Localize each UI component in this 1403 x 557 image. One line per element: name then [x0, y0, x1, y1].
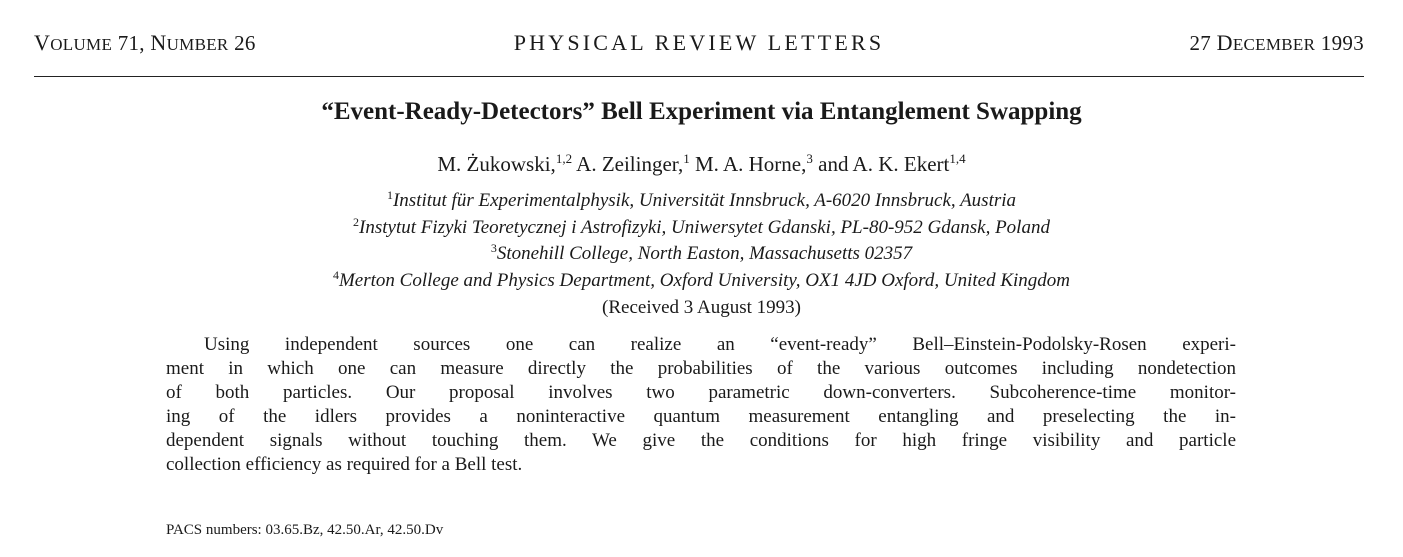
author-name: M. A. Horne,	[689, 152, 807, 176]
author-affil-sup: 3	[806, 151, 813, 166]
author-list	[0, 152, 1403, 177]
pacs-numbers: PACS numbers: 03.65.Bz, 42.50.Ar, 42.50.Dv	[166, 522, 444, 538]
issue-date: 27 DECEMBER 1993	[1189, 30, 1364, 55]
author-name: M. Żukowski,	[437, 152, 556, 176]
received-date: (Received 3 August 1993)	[602, 297, 801, 318]
abstract	[166, 333, 1236, 477]
author-affil-sup: 1,2	[555, 151, 573, 166]
author-name: and A. K. Ekert	[812, 152, 950, 176]
author-affil-sup: 1	[683, 151, 690, 166]
author-affil-sup: 1,4	[949, 151, 966, 166]
affiliation-4: $^4$Merton College and Physics Department, Oxford University, OX1 4JD Oxford, United Kingdom	[332, 268, 1071, 291]
abstract-line: collection efficiency as required for a Bell test.	[166, 454, 523, 475]
abstract-line: Using independent sources one can realize an “event-ready” Bell–Einstein-Podolsky-Rosen experi-	[204, 334, 1236, 355]
running-header	[34, 0, 1364, 77]
abstract-line: of both particles. Our proposal involves two parametric down-converters. Subcoherence-time monitor-	[166, 382, 1236, 403]
affiliation-2: $^2$Instytut Fizyki Teoretycznej i Astrofizyki, Uniwersytet Gdanski, PL-80-952 Gdansk, Poland	[353, 215, 1050, 238]
paper-title: “Event-Ready-Detectors” Bell Experiment via Entanglement Swapping	[321, 98, 1082, 125]
affiliation-1: $^1$Institut für Experimentalphysik, Universität Innsbruck, A-6020 Innsbruck, Austria	[386, 188, 1017, 211]
abstract-line: ing of the idlers provides a noninteractive quantum measurement entangling and preselecting the in-	[166, 406, 1236, 427]
abstract-line: dependent signals without touching them. We give the conditions for high fringe visibility and particle	[166, 430, 1236, 451]
affiliation-3: $^3$Stonehill College, North Easton, Massachusetts 02357	[490, 241, 913, 264]
abstract-line: ment in which one can measure directly the probabilities of the various outcomes including nondetection	[166, 358, 1236, 379]
volume-number: VOLUME 71, NUMBER 26	[34, 30, 256, 55]
journal-name: PHYSICAL REVIEW LETTERS	[513, 30, 885, 55]
author-name: A. Zeilinger,	[572, 152, 684, 176]
